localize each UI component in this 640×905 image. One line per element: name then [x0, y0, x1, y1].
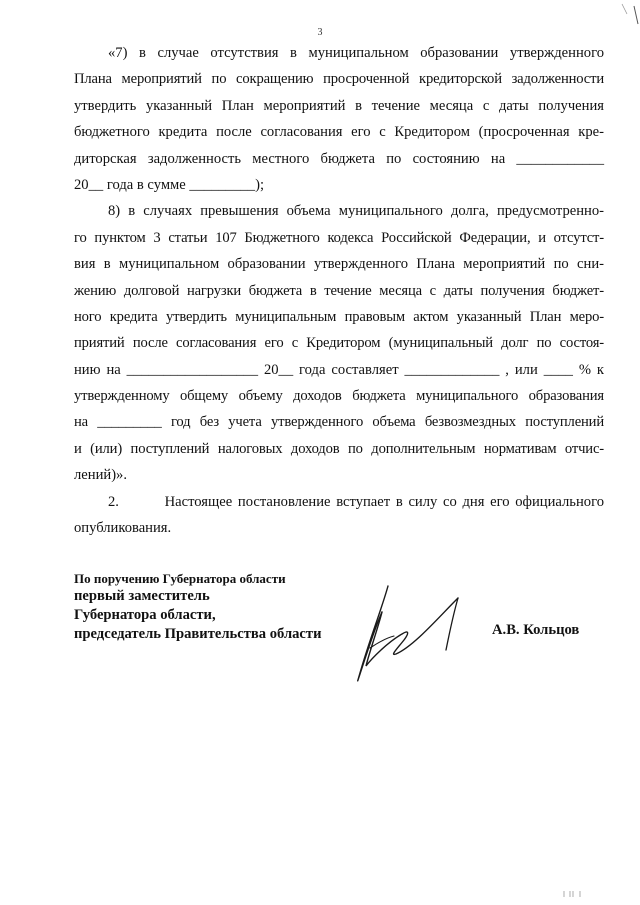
text-line: го пунктом 3 статьи 107 Бюджетного кодекса Российской Федерации, и отсутст-: [74, 229, 604, 246]
text-line: диторская задолженность местного бюджета по состоянию на ____________: [74, 150, 604, 167]
text-line: утвердить указанный План мероприятий в течение месяца с даты получения: [74, 97, 604, 114]
handwritten-signature: [330, 578, 490, 693]
signature-position-line: первый заместитель: [74, 588, 210, 604]
text-line: нию на __________________ 20__ года составляет _____________ , или ____ % к: [74, 361, 604, 378]
paragraph-7: [74, 40, 604, 198]
scan-footer-mark: [560, 890, 590, 898]
text-line: «7) в случае отсутствия в муниципальном образовании утвержденного: [108, 45, 604, 61]
text-line: вия в муниципальном образовании утвержденного Плана мероприятий по сни-: [74, 256, 604, 273]
paragraph-2: [74, 489, 604, 542]
text-line: ного кредита утвердить муниципальным правовым актом указанный План меро-: [74, 308, 604, 325]
text-line: и (или) поступлений налоговых доходов по дополнительным нормативам отчис-: [74, 440, 604, 457]
signature-authority-line: По поручению Губернатора области: [74, 571, 286, 586]
text-line: 2. Настоящее постановление вступает в силу со дня его официального: [108, 493, 604, 510]
text-line: приятий после согласования его с Кредитором (муниципальный долг по состоя-: [74, 335, 604, 352]
text-line: бюджетного кредита после согласования его с Кредитором (просроченная кре-: [74, 124, 604, 141]
text-line: на _________ год без учета утвержденного объема безвозмездных поступлений: [74, 414, 604, 431]
text-line: опубликования.: [74, 520, 172, 537]
text-line: 20__ года в сумме _________);: [74, 176, 264, 193]
text-line: лений)».: [74, 467, 127, 484]
signature-position-line: председатель Правительства области: [74, 626, 322, 642]
scan-corner-mark: [600, 0, 640, 30]
text-line: Плана мероприятий по сокращению просроченной кредиторской задолженности: [74, 71, 604, 88]
paragraph-8: [74, 198, 604, 488]
document-body: [74, 40, 604, 541]
text-line: утвержденному общему объему доходов бюджета муниципального образования: [74, 388, 604, 405]
signatory-name: А.В. Кольцов: [492, 622, 580, 638]
page-number: 3: [317, 27, 323, 38]
signature-position-line: Губернатора области,: [74, 607, 216, 623]
text-line: 8) в случаях превышения объема муниципального долга, предусмотренно-: [108, 203, 604, 220]
text-line: жению долговой нагрузки бюджета в течение месяца с даты получения бюджет-: [74, 282, 604, 299]
